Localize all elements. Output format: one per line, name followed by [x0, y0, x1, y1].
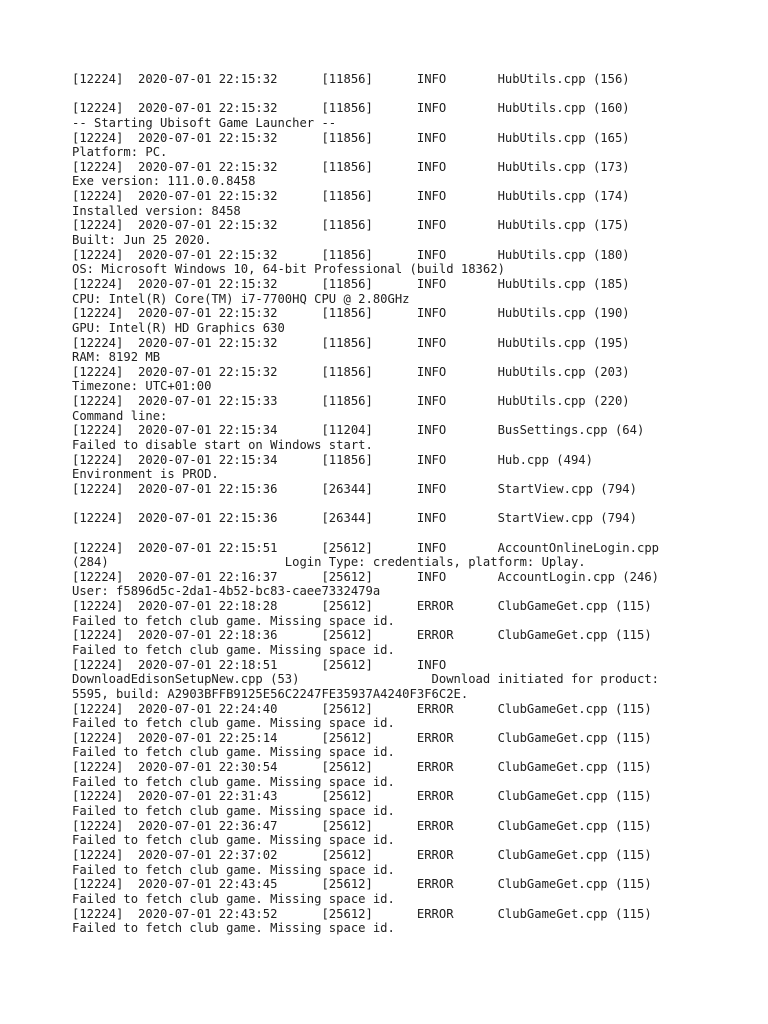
log-line: RAM: 8192 MB	[72, 350, 161, 365]
log-line: [12224] 2020-07-01 22:15:32 [11856] INFO HubUtils.cpp (185)	[72, 276, 630, 291]
log-line: [12224] 2020-07-01 22:15:32 [11856] INFO HubUtils.cpp (173)	[72, 159, 630, 174]
log-line: [12224] 2020-07-01 22:37:02 [25612] ERROR ClubGameGet.cpp (115)	[72, 847, 652, 862]
log-line: [12224] 2020-07-01 22:16:37 [25612] INFO AccountLogin.cpp (246)	[72, 569, 659, 584]
log-line: [12224] 2020-07-01 22:15:51 [25612] INFO AccountOnlineLogin.cpp	[72, 540, 659, 555]
log-line: Failed to fetch club game. Missing space id.	[72, 833, 395, 848]
log-line: [12224] 2020-07-01 22:15:32 [11856] INFO HubUtils.cpp (174)	[72, 189, 630, 204]
log-line: [12224] 2020-07-01 22:15:32 [11856] INFO HubUtils.cpp (156)	[72, 72, 630, 86]
log-line: [12224] 2020-07-01 22:15:34 [11856] INFO Hub.cpp (494)	[72, 452, 593, 467]
log-line: [12224] 2020-07-01 22:18:36 [25612] ERROR ClubGameGet.cpp (115)	[72, 628, 652, 643]
log-line: 5595, build: A2903BFFB9125E56C2247FE35937A4240F3F6C2E.	[72, 686, 469, 701]
log-line: [12224] 2020-07-01 22:43:52 [25612] ERROR ClubGameGet.cpp (115)	[72, 906, 652, 921]
log-line: [12224] 2020-07-01 22:15:36 [26344] INFO StartView.cpp (794)	[72, 511, 637, 526]
log-line: Platform: PC.	[72, 145, 168, 160]
log-blank-line	[72, 526, 712, 541]
log-line: [12224] 2020-07-01 22:36:47 [25612] ERROR ClubGameGet.cpp (115)	[72, 818, 652, 833]
log-line: [12224] 2020-07-01 22:15:32 [11856] INFO HubUtils.cpp (180)	[72, 247, 630, 262]
log-line: [12224] 2020-07-01 22:15:32 [11856] INFO HubUtils.cpp (190)	[72, 306, 630, 321]
log-line: Timezone: UTC+01:00	[72, 379, 212, 394]
log-line: DownloadEdisonSetupNew.cpp (53) Download initiated for product:	[72, 672, 659, 687]
log-line: Failed to fetch club game. Missing space id.	[72, 613, 395, 628]
log-line: [12224] 2020-07-01 22:15:32 [11856] INFO HubUtils.cpp (195)	[72, 335, 630, 350]
log-line: Failed to disable start on Windows start.	[72, 438, 373, 453]
log-line: Failed to fetch club game. Missing space id.	[72, 774, 395, 789]
log-document	[72, 72, 712, 936]
log-blank-line	[72, 497, 712, 512]
log-line: [12224] 2020-07-01 22:31:43 [25612] ERROR ClubGameGet.cpp (115)	[72, 789, 652, 804]
log-line: Command line:	[72, 408, 168, 423]
log-line: Environment is PROD.	[72, 467, 219, 482]
log-blank-line	[72, 87, 712, 102]
log-line: Exe version: 111.0.0.8458	[72, 174, 256, 189]
log-line: Failed to fetch club game. Missing space id.	[72, 716, 395, 731]
log-line: Failed to fetch club game. Missing space id.	[72, 804, 395, 819]
log-line: User: f5896d5c-2da1-4b52-bc83-caee7332479a	[72, 584, 381, 599]
log-line: GPU: Intel(R) HD Graphics 630	[72, 320, 285, 335]
log-line: CPU: Intel(R) Core(TM) i7-7700HQ CPU @ 2.80GHz	[72, 291, 410, 306]
log-line: Built: Jun 25 2020.	[72, 233, 212, 248]
log-line: Failed to fetch club game. Missing space id.	[72, 862, 395, 877]
log-line: OS: Microsoft Windows 10, 64-bit Professional (build 18362)	[72, 262, 505, 277]
log-line: [12224] 2020-07-01 22:18:28 [25612] ERROR ClubGameGet.cpp (115)	[72, 599, 652, 614]
log-line: Failed to fetch club game. Missing space id.	[72, 891, 395, 906]
log-line: -- Starting Ubisoft Game Launcher --	[72, 115, 337, 130]
log-line: (284) Login Type: credentials, platform: Uplay.	[72, 555, 586, 570]
log-line: [12224] 2020-07-01 22:30:54 [25612] ERROR ClubGameGet.cpp (115)	[72, 760, 652, 775]
log-line: [12224] 2020-07-01 22:15:32 [11856] INFO HubUtils.cpp (203)	[72, 364, 630, 379]
log-line: [12224] 2020-07-01 22:15:33 [11856] INFO HubUtils.cpp (220)	[72, 394, 630, 409]
log-line: [12224] 2020-07-01 22:18:51 [25612] INFO	[72, 657, 447, 672]
log-line: Failed to fetch club game. Missing space id.	[72, 745, 395, 760]
log-line: [12224] 2020-07-01 22:15:34 [11204] INFO BusSettings.cpp (64)	[72, 423, 645, 438]
log-line: Failed to fetch club game. Missing space id.	[72, 921, 395, 936]
log-line: [12224] 2020-07-01 22:15:36 [26344] INFO StartView.cpp (794)	[72, 481, 637, 496]
log-line: Failed to fetch club game. Missing space id.	[72, 642, 395, 657]
log-line: [12224] 2020-07-01 22:25:14 [25612] ERROR ClubGameGet.cpp (115)	[72, 730, 652, 745]
log-line: [12224] 2020-07-01 22:15:32 [11856] INFO HubUtils.cpp (165)	[72, 130, 630, 145]
log-line: [12224] 2020-07-01 22:24:40 [25612] ERROR ClubGameGet.cpp (115)	[72, 701, 652, 716]
log-line: [12224] 2020-07-01 22:15:32 [11856] INFO HubUtils.cpp (160)	[72, 101, 630, 116]
log-line: Installed version: 8458	[72, 203, 241, 218]
log-line: [12224] 2020-07-01 22:43:45 [25612] ERROR ClubGameGet.cpp (115)	[72, 877, 652, 892]
log-line: [12224] 2020-07-01 22:15:32 [11856] INFO HubUtils.cpp (175)	[72, 218, 630, 233]
